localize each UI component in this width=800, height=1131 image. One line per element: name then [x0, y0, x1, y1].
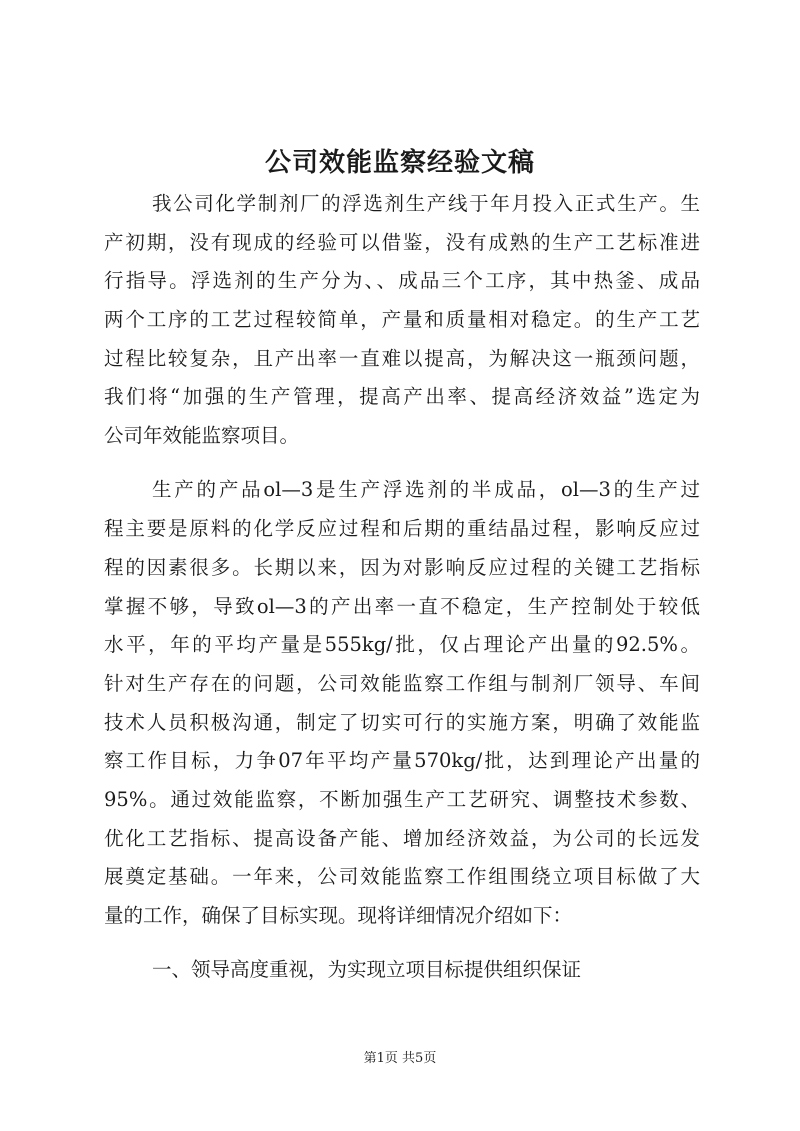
- text-line: 过程比较复杂，且产出率一直难以提高，为解决这一瓶颈问题，: [104, 347, 700, 370]
- text-line: 行指导。浮选剂的生产分为、、成品三个工序，其中热釜、成品: [104, 269, 700, 292]
- document-title: 公司效能监察经验文稿: [264, 148, 535, 178]
- section-heading: 一、领导高度重视，为实现立项目标提供组织保证: [152, 958, 582, 981]
- text-line: 量的工作，确保了目标实现。现将详细情况介绍如下：: [104, 904, 573, 927]
- text-line: 程的因素很多。长期以来，因为对影响反应过程的关键工艺指标: [104, 556, 700, 579]
- text-line: 生产的产品ol—3是生产浮选剂的半成品，ol—3的生产过: [152, 478, 700, 501]
- text-line: 两个工序的工艺过程较简单，产量和质量相对稳定。的生产工艺: [104, 308, 700, 331]
- text-line: 优化工艺指标、提高设备产能、增加经济效益，为公司的长远发: [104, 827, 700, 850]
- text-line: 察工作目标，力争07年平均产量570kg/批，达到理论产出量的: [104, 749, 700, 772]
- text-line: 程主要是原料的化学反应过程和后期的重结晶过程，影响反应过: [104, 517, 700, 540]
- text-line: 产初期，没有现成的经验可以借鉴，没有成熟的生产工艺标准进: [104, 231, 700, 254]
- text-line: 针对生产存在的问题，公司效能监察工作组与制剂厂领导、车间: [104, 672, 700, 695]
- text-line: 95%。通过效能监察，不断加强生产工艺研究、调整技术参数、: [104, 788, 700, 811]
- text-line: 公司年效能监察项目。: [104, 424, 300, 447]
- text-line: 展奠定基础。一年来，公司效能监察工作组围绕立项目标做了大: [104, 865, 700, 888]
- text-line: 技术人员积极沟通，制定了切实可行的实施方案，明确了效能监: [104, 711, 700, 734]
- page-number: 第1页 共5页: [363, 1051, 437, 1066]
- text-line: 水平，年的平均产量是555kg/批，仅占理论产出量的92.5%。: [104, 633, 700, 656]
- text-line: 我们将“加强的生产管理，提高产出率、提高经济效益”选定为: [104, 385, 700, 408]
- text-line: 掌握不够，导致ol—3的产出率一直不稳定，生产控制处于较低: [104, 595, 700, 618]
- text-line: 我公司化学制剂厂的浮选剂生产线于年月投入正式生产。生: [152, 192, 700, 215]
